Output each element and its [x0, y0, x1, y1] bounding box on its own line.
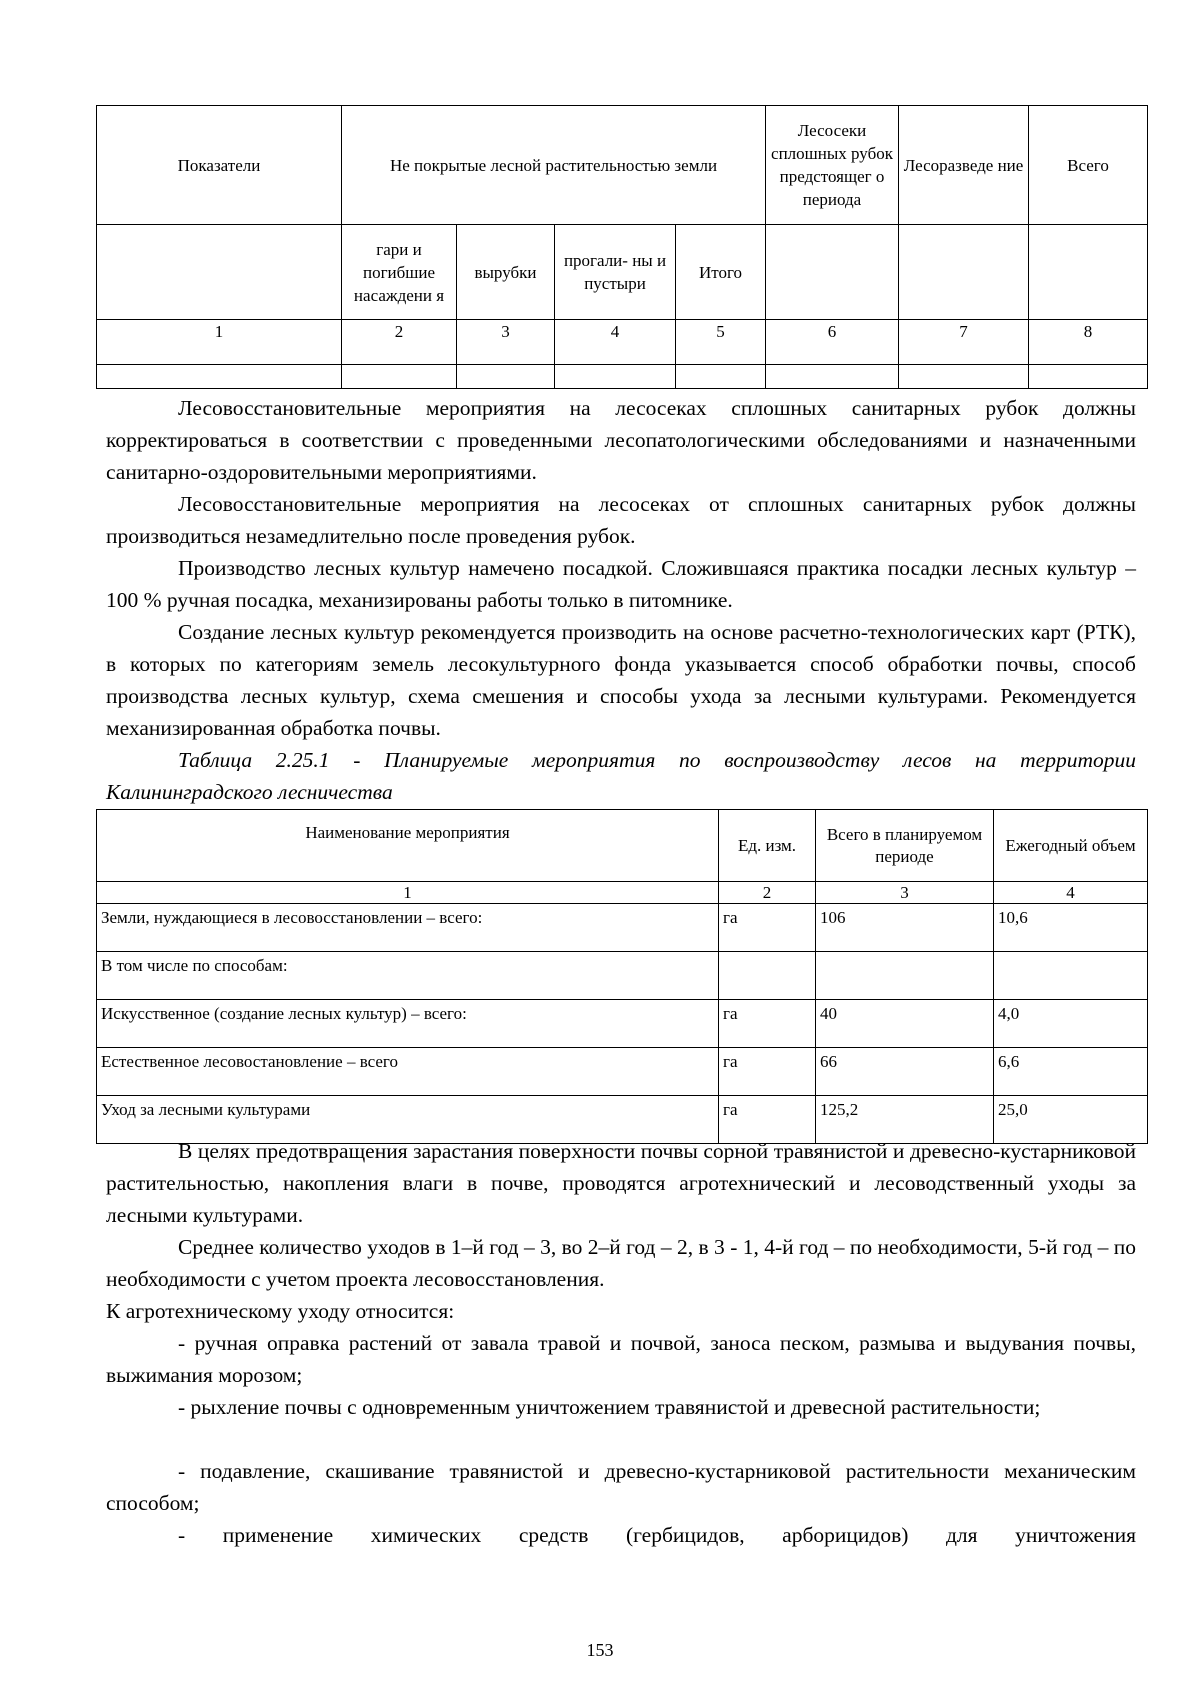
- row-unit: га: [719, 1096, 816, 1144]
- subheader-clearcuts: вырубки: [457, 225, 555, 320]
- column-number: 7: [899, 320, 1029, 365]
- row-total: 40: [816, 1000, 994, 1048]
- table-cell: [899, 365, 1029, 389]
- header-exploration: Лесоразведе ние: [899, 106, 1029, 225]
- table-cell: [766, 225, 899, 320]
- table-cell: [766, 365, 899, 389]
- paragraph-3: Производство лесных культур намечено посадкой. Сложившаяся практика посадки лесных культур – 100 % ручная посадка, механизированы работы только в питомнике.: [106, 556, 1136, 612]
- paragraph-6: Среднее количество уходов в 1–й год – 3, во 2–й год – 2, в 3 - 1, 4-й год – по необходимости, 5-й год – по необходимости с учетом проекта лесовосстановления.: [106, 1235, 1136, 1291]
- column-number: 4: [555, 320, 676, 365]
- column-number-row: [97, 320, 1148, 365]
- header-total: Всего: [1029, 106, 1148, 225]
- paragraph-5: В целях предотвращения зарастания поверхности почвы сорной травянистой и древесно-кустарниковой растительностью, накопления влаги в почве, проводятся агротехнический и лесоводственный уходы за лесными культурами.: [106, 1139, 1136, 1227]
- header-total-period: Всего в планируемом периоде: [816, 810, 994, 882]
- bullet-1: - ручная оправка растений от завала травой и почвой, заноса песком, размыва и выдувания почвы, выжимания морозом;: [106, 1331, 1136, 1387]
- subheader-burns: гари и погибшие насаждени я: [342, 225, 457, 320]
- header-cutting-areas: Лесосеки сплошных рубок предстоящег о периода: [766, 106, 899, 225]
- table-cell: [97, 365, 342, 389]
- bullet-4: - применение химических средств (гербицидов, арборицидов) для уничтожения: [178, 1523, 1136, 1547]
- table-cell: [97, 225, 342, 320]
- paragraph-7: К агротехническому уходу относится:: [106, 1299, 455, 1323]
- header-indicators: Показатели: [97, 106, 342, 225]
- table-cell: [676, 365, 766, 389]
- table-row: [97, 952, 1148, 1000]
- column-number: 4: [994, 882, 1148, 904]
- row-name: В том числе по способам:: [97, 952, 719, 1000]
- page-number: 153: [586, 1640, 614, 1660]
- row-annual: 4,0: [994, 1000, 1148, 1048]
- header-unit: Ед. изм.: [719, 810, 816, 882]
- row-name: Естественное лесовостановление – всего: [97, 1048, 719, 1096]
- column-number: 1: [97, 882, 719, 904]
- table-header-row: [97, 810, 1148, 882]
- column-number: 2: [719, 882, 816, 904]
- row-unit: га: [719, 1048, 816, 1096]
- bullet-2: - рыхление почвы с одновременным уничтожением травянистой и древесной растительности;: [178, 1395, 1041, 1419]
- row-unit: [719, 952, 816, 1000]
- row-annual: [994, 952, 1148, 1000]
- row-total: 106: [816, 904, 994, 952]
- paragraph-4: Создание лесных культур рекомендуется производить на основе расчетно-технологических карт (РТК), в которых по категориям земель лесокультурного фонда указывается способ обработки почвы, способ производства лесных культур, схема смешения и способы ухода за лесными культурами. Рекомендуется механизированная обработка почвы.: [106, 620, 1136, 740]
- column-number: 3: [816, 882, 994, 904]
- paragraph-1: Лесовосстановительные мероприятия на лесосеках сплошных санитарных рубок должны корректироваться в соответствии с проведенными лесопатологическими обследованиями и назначенными санитарно-оздоровительными мероприятиями.: [106, 396, 1136, 484]
- column-number: 5: [676, 320, 766, 365]
- column-number: 2: [342, 320, 457, 365]
- table-row: [97, 904, 1148, 952]
- table-row: [97, 1000, 1148, 1048]
- table-cell: [1029, 365, 1148, 389]
- column-number: 1: [97, 320, 342, 365]
- reforestation-plan-table: [96, 809, 1148, 1144]
- row-name: Земли, нуждающиеся в лесовосстановлении – всего:: [97, 904, 719, 952]
- table-cell: [342, 365, 457, 389]
- column-number: 8: [1029, 320, 1148, 365]
- column-number-row: [97, 882, 1148, 904]
- row-annual: 25,0: [994, 1096, 1148, 1144]
- row-annual: 10,6: [994, 904, 1148, 952]
- table-header-row: [97, 106, 1148, 225]
- column-number: 3: [457, 320, 555, 365]
- table-row: [97, 365, 1148, 389]
- row-unit: га: [719, 904, 816, 952]
- header-annual: Ежегодный объем: [994, 810, 1148, 882]
- row-total: [816, 952, 994, 1000]
- subheader-glades: прогали- ны и пустыри: [555, 225, 676, 320]
- bullet-3: - подавление, скашивание травянистой и древесно-кустарниковой растительности механическим способом;: [106, 1459, 1136, 1515]
- table-subheader-row: [97, 225, 1148, 320]
- table-cell: [555, 365, 676, 389]
- table-caption: Таблица 2.25.1 - Планируемые мероприятия по воспроизводству лесов на территории Калининградского лесничества: [106, 748, 1136, 804]
- row-name: Уход за лесными культурами: [97, 1096, 719, 1144]
- table-cell: [899, 225, 1029, 320]
- subheader-subtotal: Итого: [676, 225, 766, 320]
- column-number: 6: [766, 320, 899, 365]
- paragraph-2: Лесовосстановительные мероприятия на лесосеках от сплошных санитарных рубок должны производиться незамедлительно после проведения рубок.: [106, 492, 1136, 548]
- land-categories-table: [96, 105, 1148, 389]
- row-unit: га: [719, 1000, 816, 1048]
- table-cell: [1029, 225, 1148, 320]
- row-annual: 6,6: [994, 1048, 1148, 1096]
- row-total: 66: [816, 1048, 994, 1096]
- header-not-covered: Не покрытые лесной растительностью земли: [342, 106, 766, 225]
- table-cell: [457, 365, 555, 389]
- header-measure-name: Наименование мероприятия: [97, 810, 719, 882]
- row-name: Искусственное (создание лесных культур) – всего:: [97, 1000, 719, 1048]
- table-row: [97, 1048, 1148, 1096]
- row-total: 125,2: [816, 1096, 994, 1144]
